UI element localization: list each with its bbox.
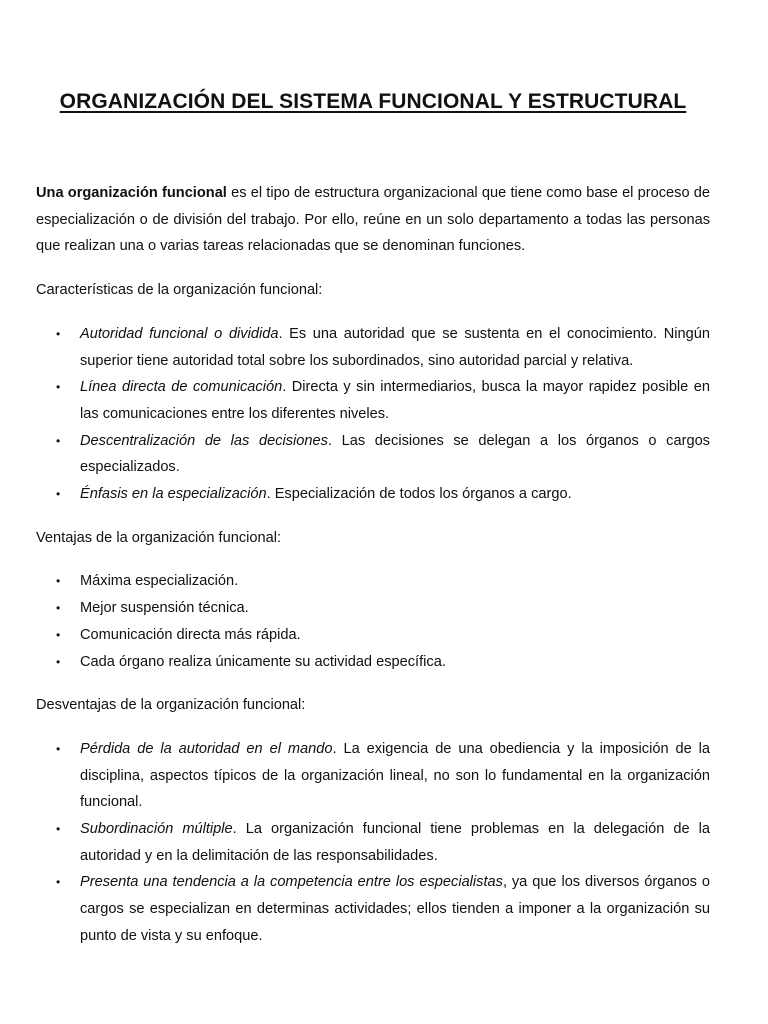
bullet-icon: • — [56, 875, 61, 890]
intro-text: es el tipo de estructura organizacional que tiene como base el proceso de especialización o de división del trabajo. Por ello, reúne en un solo departamento a todas las personas que realizan una o varias tareas relacionadas que se denominan funciones. — [36, 185, 711, 255]
intro-term: Una organización funcional — [36, 185, 227, 201]
bullet-icon: • — [56, 654, 61, 669]
item-text: Cada órgano realiza únicamente su actividad específica. — [80, 653, 446, 670]
list-item — [36, 622, 710, 649]
page-title: ORGANIZACIÓN DEL SISTEMA FUNCIONAL Y ESTRUCTURAL — [59, 90, 687, 113]
document-body — [36, 180, 710, 967]
advantages-list — [36, 568, 710, 675]
disadvantages-heading: Desventajas de la organización funcional: — [36, 697, 306, 714]
item-text: . La exigencia de una obediencia y la imposición de la disciplina, aspectos típicos de la organización lineal, no son lo fundamental en la organización funcional. — [80, 740, 710, 811]
item-term: Descentralización de las decisiones — [80, 432, 328, 449]
item-text: . Especialización de todos los órganos a cargo. — [266, 486, 572, 503]
item-text: Mejor suspensión técnica. — [80, 600, 249, 617]
item-text: . La organización funcional tiene problemas en la delegación de la autoridad y en la delimitación de las responsabilidades. — [80, 821, 710, 864]
bullet-icon: • — [56, 380, 61, 395]
list-item — [36, 321, 710, 374]
characteristics-list — [36, 321, 710, 508]
list-item — [36, 481, 710, 508]
list-item — [36, 736, 710, 816]
item-text: Máxima especialización. — [80, 573, 239, 590]
list-item — [36, 649, 710, 676]
list-item — [36, 595, 710, 622]
characteristics-heading: Características de la organización funcional: — [36, 282, 323, 299]
item-term: Presenta una tendencia a la competencia entre los especialistas — [80, 874, 503, 891]
item-text: , ya que los diversos órganos o cargos se especializan en determinas actividades; ellos tienden a imponer a la organización su punto de vista y su enfoque. — [80, 874, 710, 944]
item-term: Énfasis en la especialización — [80, 486, 267, 503]
bullet-icon: • — [56, 822, 61, 837]
item-text: . Las decisiones se delegan a los órganos o cargos especializados. — [80, 432, 710, 476]
intro-paragraph — [36, 180, 710, 260]
item-text: . Es una autoridad que se sustenta en el conocimiento. Ningún superior tiene autoridad total sobre los subordinados, sino autoridad parcial y relativa. — [80, 325, 710, 369]
bullet-icon: • — [56, 487, 61, 502]
item-text: Comunicación directa más rápida. — [80, 626, 301, 643]
bullet-icon: • — [56, 574, 61, 589]
bullet-icon: • — [56, 627, 61, 642]
item-text: . Directa y sin intermediarios, busca la mayor rapidez posible en las comunicaciones entre los diferentes niveles. — [80, 379, 710, 422]
bullet-icon: • — [56, 326, 61, 341]
item-term: Pérdida de la autoridad en el mando — [80, 740, 333, 757]
list-item — [36, 869, 710, 949]
list-item — [36, 816, 710, 869]
disadvantages-list — [36, 736, 710, 950]
item-term: Autoridad funcional o dividida — [80, 325, 279, 342]
list-item — [36, 568, 710, 595]
bullet-icon: • — [56, 741, 61, 756]
list-item — [36, 428, 710, 481]
advantages-heading: Ventajas de la organización funcional: — [36, 529, 282, 546]
list-item — [36, 374, 710, 427]
item-term: Subordinación múltiple — [80, 821, 233, 838]
bullet-icon: • — [56, 601, 61, 616]
item-term: Línea directa de comunicación — [80, 379, 283, 396]
bullet-icon: • — [56, 433, 61, 448]
